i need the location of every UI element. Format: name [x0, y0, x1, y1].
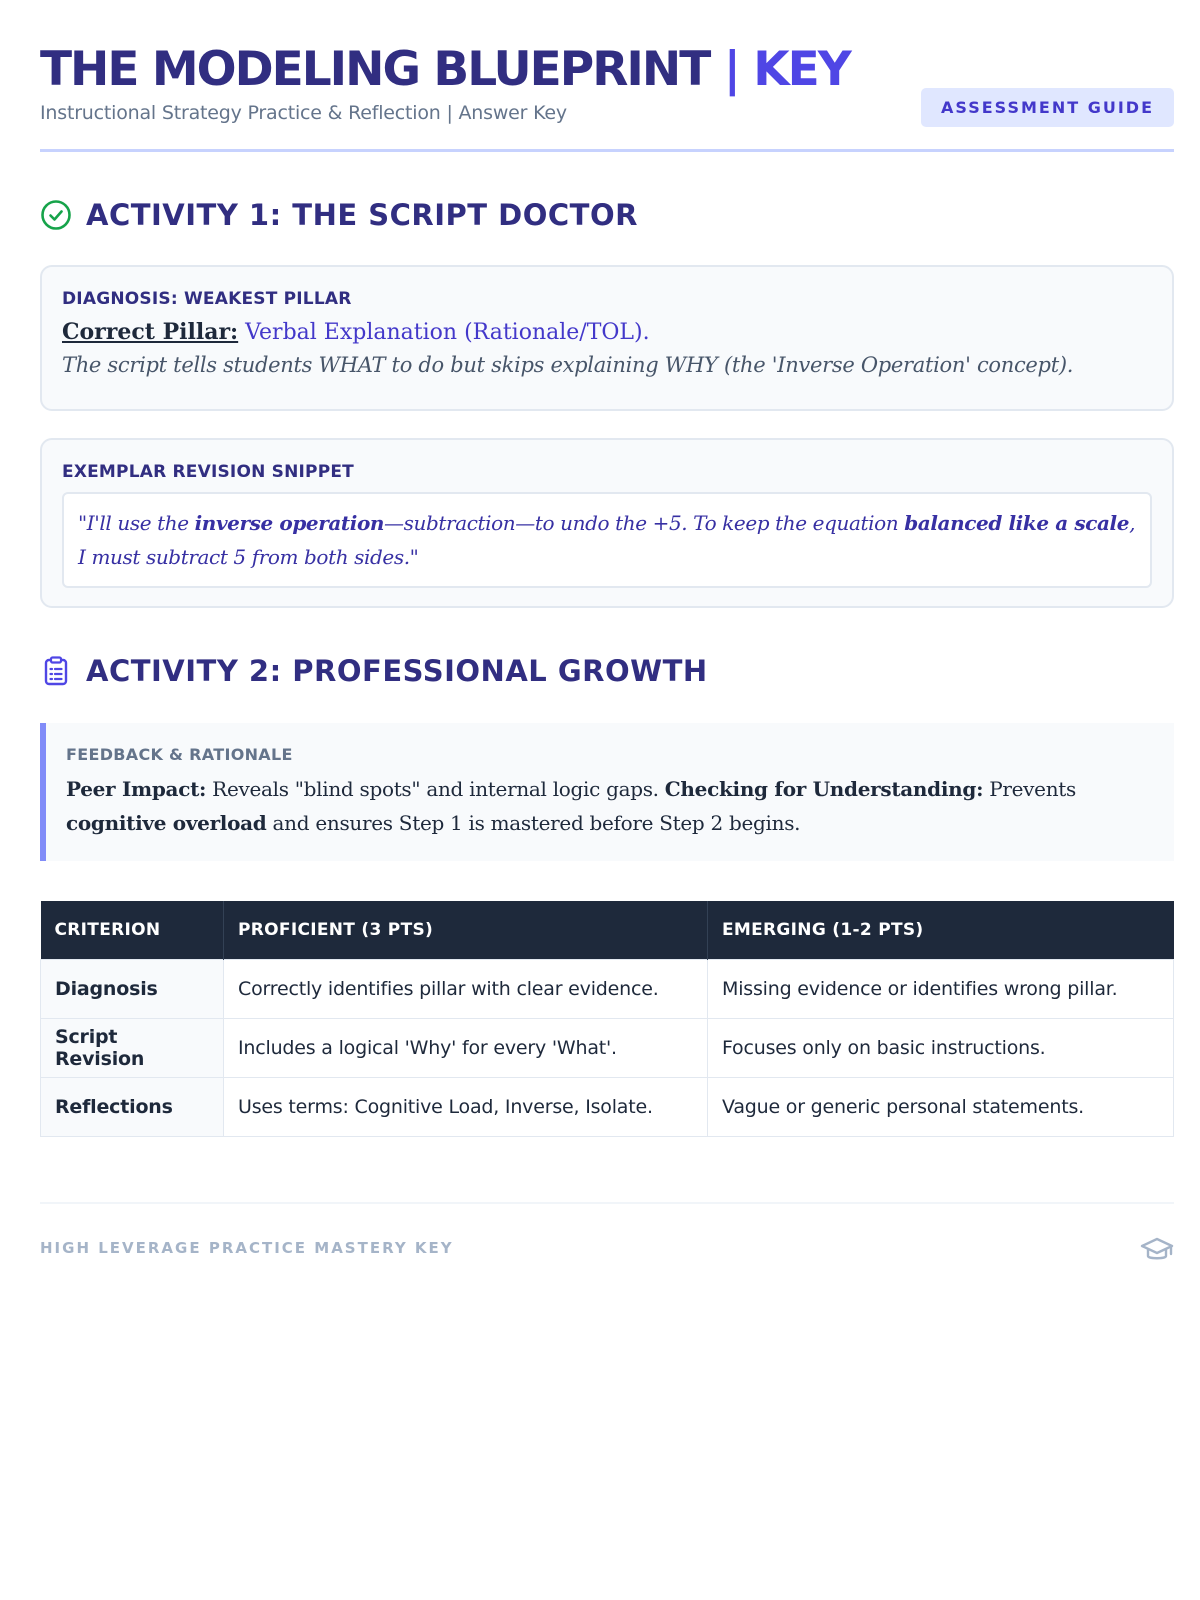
proficient-cell: Uses terms: Cognitive Load, Inverse, Isolate. — [224, 1077, 708, 1136]
answer-key-page — [40, 0, 1174, 1137]
table-row — [41, 1077, 1174, 1136]
diagnosis-note: The script tells students WHAT to do but skips explaining WHY (the 'Inverse Operation' concept). — [62, 353, 1074, 377]
footer-text: HIGH LEVERAGE PRACTICE MASTERY KEY — [40, 1239, 454, 1257]
cfu-term: Checking for Understanding: — [664, 777, 984, 801]
assessment-guide-badge: ASSESSMENT GUIDE — [921, 88, 1174, 127]
check-circle-icon — [40, 199, 72, 231]
title-key: | KEY — [723, 42, 850, 97]
clipboard-list-icon — [40, 655, 72, 687]
criterion-cell: Diagnosis — [41, 959, 224, 1018]
activity2-header — [40, 651, 1174, 691]
revision-part2: —subtraction—to undo the +5. To keep the equation — [384, 511, 905, 535]
diagnosis-label: DIAGNOSIS: WEAKEST PILLAR — [62, 289, 352, 309]
proficient-cell: Correctly identifies pillar with clear evidence. — [224, 959, 708, 1018]
emerging-cell: Vague or generic personal statements. — [708, 1077, 1174, 1136]
table-row — [41, 1018, 1174, 1077]
revision-label: EXEMPLAR REVISION SNIPPET — [62, 462, 354, 482]
activity2-heading: ACTIVITY 2: PROFESSIONAL GROWTH — [86, 654, 708, 688]
feedback-text-2: Prevents — [983, 777, 1076, 801]
criterion-cell: Reflections — [41, 1077, 224, 1136]
correct-pillar-key: Correct Pillar: — [62, 319, 239, 345]
feedback-label: FEEDBACK & RATIONALE — [66, 745, 293, 764]
correct-pillar-value: Verbal Explanation (Rationale/TOL). — [245, 320, 650, 345]
peer-impact-term: Peer Impact: — [66, 777, 207, 801]
revision-bold2: balanced like a scale — [904, 511, 1130, 535]
footer — [40, 1202, 1174, 1257]
criterion-cell: Script Revision — [41, 1018, 224, 1077]
revision-bold1: inverse operation — [194, 511, 385, 535]
revision-part3: , I must subtract 5 from both sides." — [78, 511, 1136, 569]
rubric-header-criterion: CRITERION — [41, 901, 224, 959]
emerging-cell: Focuses only on basic instructions. — [708, 1018, 1174, 1077]
revision-part1: "I'll use the — [78, 511, 195, 535]
title-main: THE MODELING BLUEPRINT — [40, 42, 710, 97]
rubric-table — [40, 901, 1174, 1137]
correct-pillar-line — [62, 319, 1152, 345]
feedback-text-3: and ensures Step 1 is mastered before Step 2 begins. — [266, 811, 801, 835]
revision-card — [40, 438, 1174, 608]
feedback-callout — [40, 723, 1174, 861]
feedback-text — [66, 772, 1154, 840]
table-row — [41, 959, 1174, 1018]
cognitive-overload-term: cognitive overload — [66, 811, 267, 835]
activity1-heading: ACTIVITY 1: THE SCRIPT DOCTOR — [86, 198, 638, 232]
rubric-header-emerging: EMERGING (1-2 PTS) — [708, 901, 1174, 959]
activity1-header — [40, 195, 1174, 235]
rubric-header-row — [41, 901, 1174, 959]
rubric-header-proficient: PROFICIENT (3 PTS) — [224, 901, 708, 959]
header — [40, 0, 1174, 152]
feedback-text-1: Reveals "blind spots" and internal logic gaps. — [206, 777, 665, 801]
revision-snippet — [62, 492, 1152, 588]
proficient-cell: Includes a logical 'Why' for every 'What'. — [224, 1018, 708, 1077]
diagnosis-card — [40, 265, 1174, 411]
emerging-cell: Missing evidence or identifies wrong pillar. — [708, 959, 1174, 1018]
page-subtitle: Instructional Strategy Practice & Reflection | Answer Key — [40, 102, 567, 124]
graduation-cap-icon — [1140, 1234, 1174, 1264]
